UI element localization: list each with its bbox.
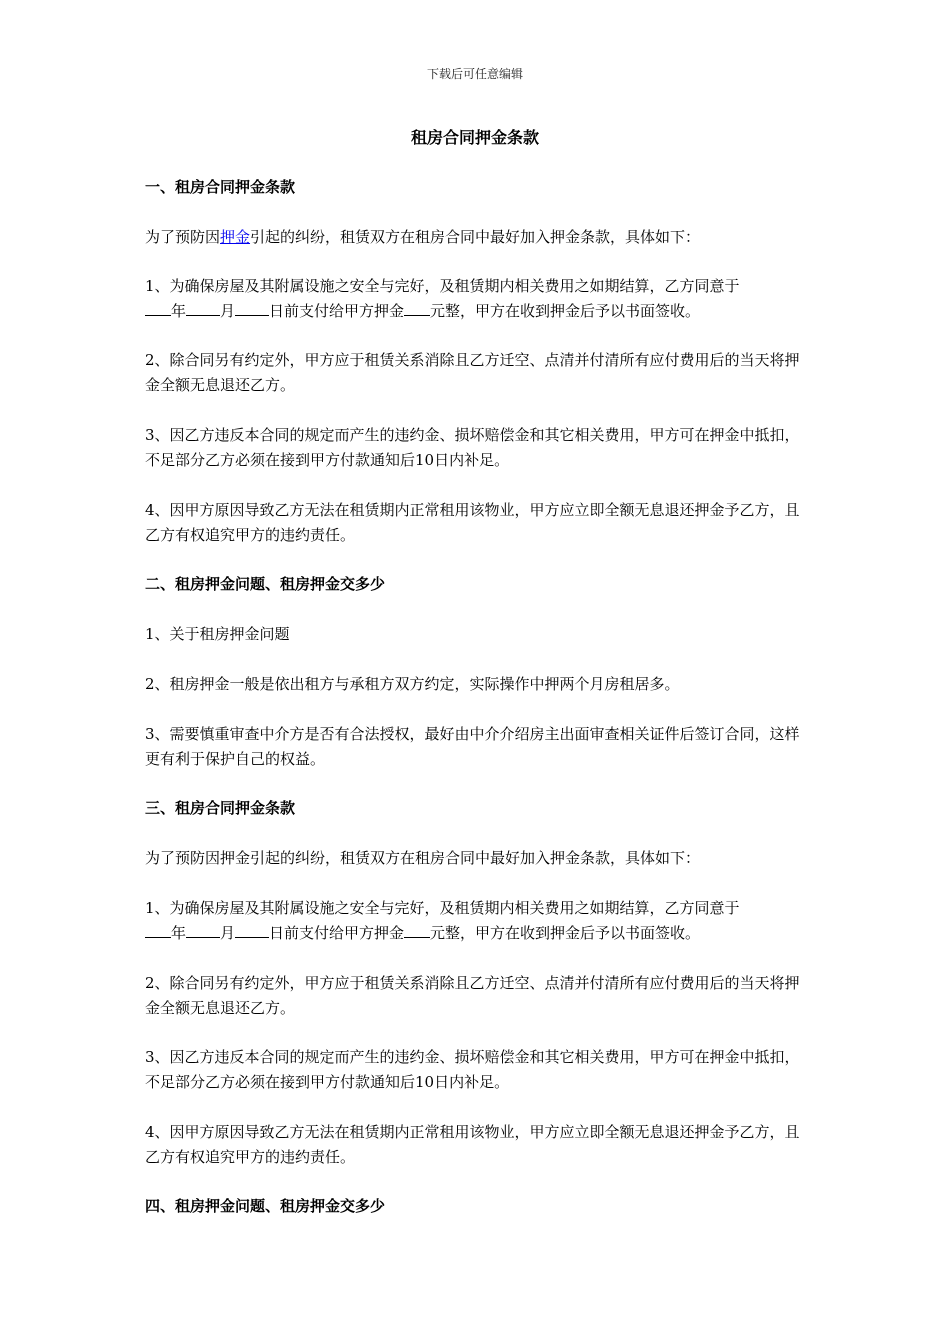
year-label: 年 <box>171 302 187 320</box>
blank-amount <box>404 923 430 938</box>
blank-year <box>145 923 171 938</box>
section1-intro <box>145 225 807 250</box>
amount-label: 元整，甲方在收到押金后予以书面签收。 <box>430 924 701 942</box>
blank-amount <box>404 301 430 316</box>
section3-item2: 2、除合同另有约定外，甲方应于租赁关系消除且乙方迁空、点清并付清所有应付费用后的当天将押金全额无息退还乙方。 <box>145 974 800 1017</box>
section3-item3: 3、因乙方违反本合同的规定而产生的违约金、损坏赔偿金和其它相关费用，甲方可在押金中抵扣，不足部分乙方必须在接到甲方付款通知后10日内补足。 <box>145 1048 800 1091</box>
blank-year <box>145 301 171 316</box>
blank-month <box>186 923 220 938</box>
section2-item3: 3、需要慎重审查中介方是否有合法授权，最好由中介介绍房主出面审查相关证件后签订合同，这样更有利于保护自己的权益。 <box>145 725 800 768</box>
section3-intro: 为了预防因押金引起的纠纷，租赁双方在租房合同中最好加入押金条款，具体如下： <box>145 849 701 867</box>
section2-item2: 2、租房押金一般是依出租方与承租方双方约定，实际操作中押两个月房租居多。 <box>145 675 680 693</box>
section1-item2: 2、除合同另有约定外，甲方应于租赁关系消除且乙方迁空、点清并付清所有应付费用后的当天将押金全额无息退还乙方。 <box>145 351 800 394</box>
day-label: 日前支付给甲方押金 <box>269 302 405 320</box>
section2-item1: 1、关于租房押金问题 <box>145 625 290 643</box>
month-label: 月 <box>220 924 236 942</box>
section3-item1 <box>145 896 807 946</box>
document-title: 租房合同押金条款 <box>410 128 539 147</box>
section1-item1 <box>145 274 807 324</box>
section1-heading: 一、租房合同押金条款 <box>145 178 296 196</box>
section1-item4: 4、因甲方原因导致乙方无法在租赁期内正常租用该物业，甲方应立即全额无息退还押金予乙方，且乙方有权追究甲方的违约责任。 <box>145 501 800 544</box>
year-label: 年 <box>171 924 187 942</box>
section1-intro-before-link: 为了预防因 <box>145 228 221 246</box>
section3-item1-text: 1、为确保房屋及其附属设施之安全与完好，及租赁期内相关费用之如期结算，乙方同意于 <box>145 899 740 917</box>
header-note: 下载后可任意编辑 <box>426 67 523 81</box>
blank-month <box>186 301 220 316</box>
section4-heading: 四、租房押金问题、租房押金交多少 <box>145 1197 386 1215</box>
day-label: 日前支付给甲方押金 <box>269 924 405 942</box>
amount-label: 元整，甲方在收到押金后予以书面签收。 <box>430 302 701 320</box>
section3-item4: 4、因甲方原因导致乙方无法在租赁期内正常租用该物业，甲方应立即全额无息退还押金予乙方，且乙方有权追究甲方的违约责任。 <box>145 1123 800 1166</box>
blank-day <box>235 301 269 316</box>
section3-heading: 三、租房合同押金条款 <box>145 799 296 817</box>
section1-intro-after-link: 引起的纠纷，租赁双方在租房合同中最好加入押金条款，具体如下： <box>250 228 701 246</box>
deposit-link[interactable]: 押金 <box>220 228 251 246</box>
month-label: 月 <box>220 302 236 320</box>
section1-item3: 3、因乙方违反本合同的规定而产生的违约金、损坏赔偿金和其它相关费用，甲方可在押金中抵扣，不足部分乙方必须在接到甲方付款通知后10日内补足。 <box>145 426 800 469</box>
blank-day <box>235 923 269 938</box>
section1-item1-text: 1、为确保房屋及其附属设施之安全与完好，及租赁期内相关费用之如期结算，乙方同意于 <box>145 277 740 295</box>
section2-heading: 二、租房押金问题、租房押金交多少 <box>145 575 386 593</box>
